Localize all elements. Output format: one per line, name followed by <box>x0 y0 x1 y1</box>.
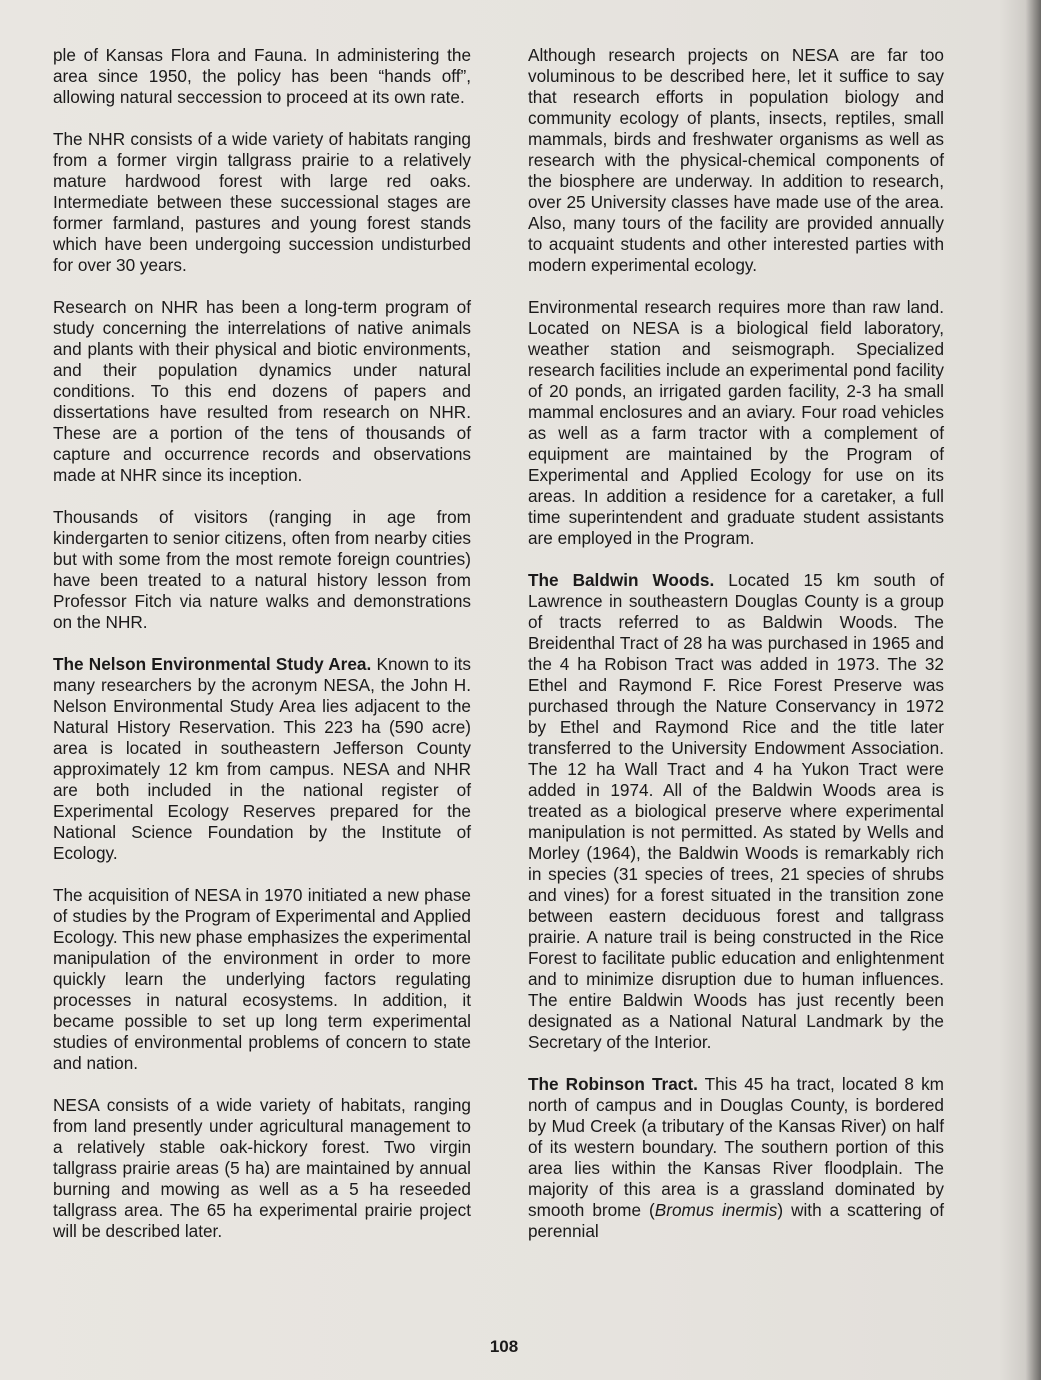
section-heading-robinson-tract: The Robinson Tract. <box>528 1074 698 1094</box>
robinson-tract-tail: ) with a scattering of perennial <box>528 1200 944 1241</box>
paragraph-facilities: Environmental research requires more than raw land. Located on NESA is a biological field laboratory, weather station and seismograph. Specialized research facilities include an experimental pond facility of 20 ponds, an irrigated garden facility, 2-3 ha small mammal enclosures and an aviary. Four road vehicles as well as a farm tractor with a complement of equipment are maintained by the Program of Experimental and Applied Ecology for use on its areas. In addition a residence for a caretaker, a full time superintendent and graduate student assistants are employed in the Program. <box>528 297 944 548</box>
paragraph-nesa-acquisition: The acquisition of NESA in 1970 initiated a new phase of studies by the Program of Experimental and Applied Ecology. This new phase emphasizes the experimental manipulation of the environment in order to more quickly learn the underlying factors regulating processes in natural ecosystems. In addition, it became possible to set up long term experimental studies of environmental problems of concern to state and nation. <box>53 885 471 1073</box>
paragraph-flora-fauna: ple of Kansas Flora and Fauna. In administering the area since 1950, the policy has been “hands off”, allowing natural seccession to proceed at its own rate. <box>53 45 471 107</box>
paragraph-nesa-research: Although research projects on NESA are far too voluminous to be described here, let it suffice to say that research efforts in population biology and community ecology of plants, insects, reptiles, small mammals, birds and freshwater organisms as well as research with the physical-chemical components of the biosphere are underway. In addition to research, over 25 University classes have made use of the area. Also, many tours of the facility are provided annually to acquaint students and other interested parties with modern experimental ecology. <box>528 45 944 275</box>
section-heading-nesa: The Nelson Environmental Study Area. <box>53 654 372 674</box>
section-heading-baldwin-woods: The Baldwin Woods. <box>528 570 715 590</box>
paragraph-nhr-research: Research on NHR has been a long-term program of study concerning the interrelations of native animals and plants with their physical and biotic environments, and their population dynamics under natural conditions. To this end dozens of papers and dissertations have resulted from research on NHR. These are a portion of the tens of thousands of capture and occurrence records and observations made at NHR since its inception. <box>53 297 471 485</box>
nesa-intro-body: Known to its many researchers by the acronym NESA, the John H. Nelson Environmental Study Area lies adjacent to the Natural History Reservation. This 223 ha (590 acre) area is located in southeastern Jefferson County approximately 12 km from campus. NESA and NHR are both included in the national register of Experimental Ecology Reserves prepared for the National Science Foundation by the Institute of Ecology. <box>53 654 471 863</box>
paragraph-nesa-habitats: NESA consists of a wide variety of habitats, ranging from land presently under agricultural management to a relatively stable oak-hickory forest. Two virgin tallgrass prairie areas (5 ha) are maintained by annual burning and mowing as well as a 5 ha reseeded tallgrass area. The 65 ha experimental prairie project will be described later. <box>53 1095 471 1241</box>
paragraph-nesa-intro <box>53 654 471 864</box>
robinson-tract-body: This 45 ha tract, located 8 km north of campus and in Douglas County, is bordered by Mud Creek (a tributary of the Kansas River) on half of its western boundary. The southern portion of this area lies within the Kansas River floodplain. The majority of this area is a grassland dominated by smooth brome ( <box>528 1074 944 1220</box>
paragraph-baldwin-woods <box>528 570 944 1053</box>
left-column <box>53 45 471 1242</box>
paragraph-robinson-tract <box>528 1074 944 1242</box>
paragraph-visitors: Thousands of visitors (ranging in age from kindergarten to senior citizens, often from nearby cities but with some from the most remote foreign countries) have been treated to a natural history lesson from Professor Fitch via nature walks and demonstrations on the NHR. <box>53 507 471 632</box>
baldwin-woods-body: Located 15 km south of Lawrence in southeastern Douglas County is a group of tracts referred to as Baldwin Woods. The Breidenthal Tract of 28 ha was purchased in 1965 and the 4 ha Robison Tract was added in 1973. The 32 Ethel and Raymond F. Rice Forest Preserve was purchased through the Nature Conservancy in 1972 by Ethel and Raymond Rice and the title later transferred to the University Endowment Association. The 12 ha Wall Tract and 4 ha Yukon Tract were added in 1974. All of the Baldwin Woods area is treated as a biological preserve where experimental manipulation is not permitted. As stated by Wells and Morley (1964), the Baldwin Woods is remarkably rich in species (31 species of trees, 21 species of shrubs and vines) for a forest situated in the transition zone between eastern deciduous forest and tallgrass prairie. A nature trail is being constructed in the Rice Forest to facilitate public education and enlightenment and to minimize disruption due to human influences. The entire Baldwin Woods has just recently been designated as a National Natural Landmark by the Secretary of the Interior. <box>528 570 944 1052</box>
paragraph-nhr-habitats: The NHR consists of a wide variety of habitats ranging from a former virgin tallgrass prairie to a relatively mature hardwood forest with large red oaks. Intermediate between these successional stages are former farmland, pastures and young forest stands which have been undergoing succession undisturbed for over 30 years. <box>53 129 471 275</box>
right-column <box>528 45 944 1242</box>
page-number: 108 <box>489 1337 519 1356</box>
species-name-italic: Bromus inermis <box>654 1200 778 1220</box>
